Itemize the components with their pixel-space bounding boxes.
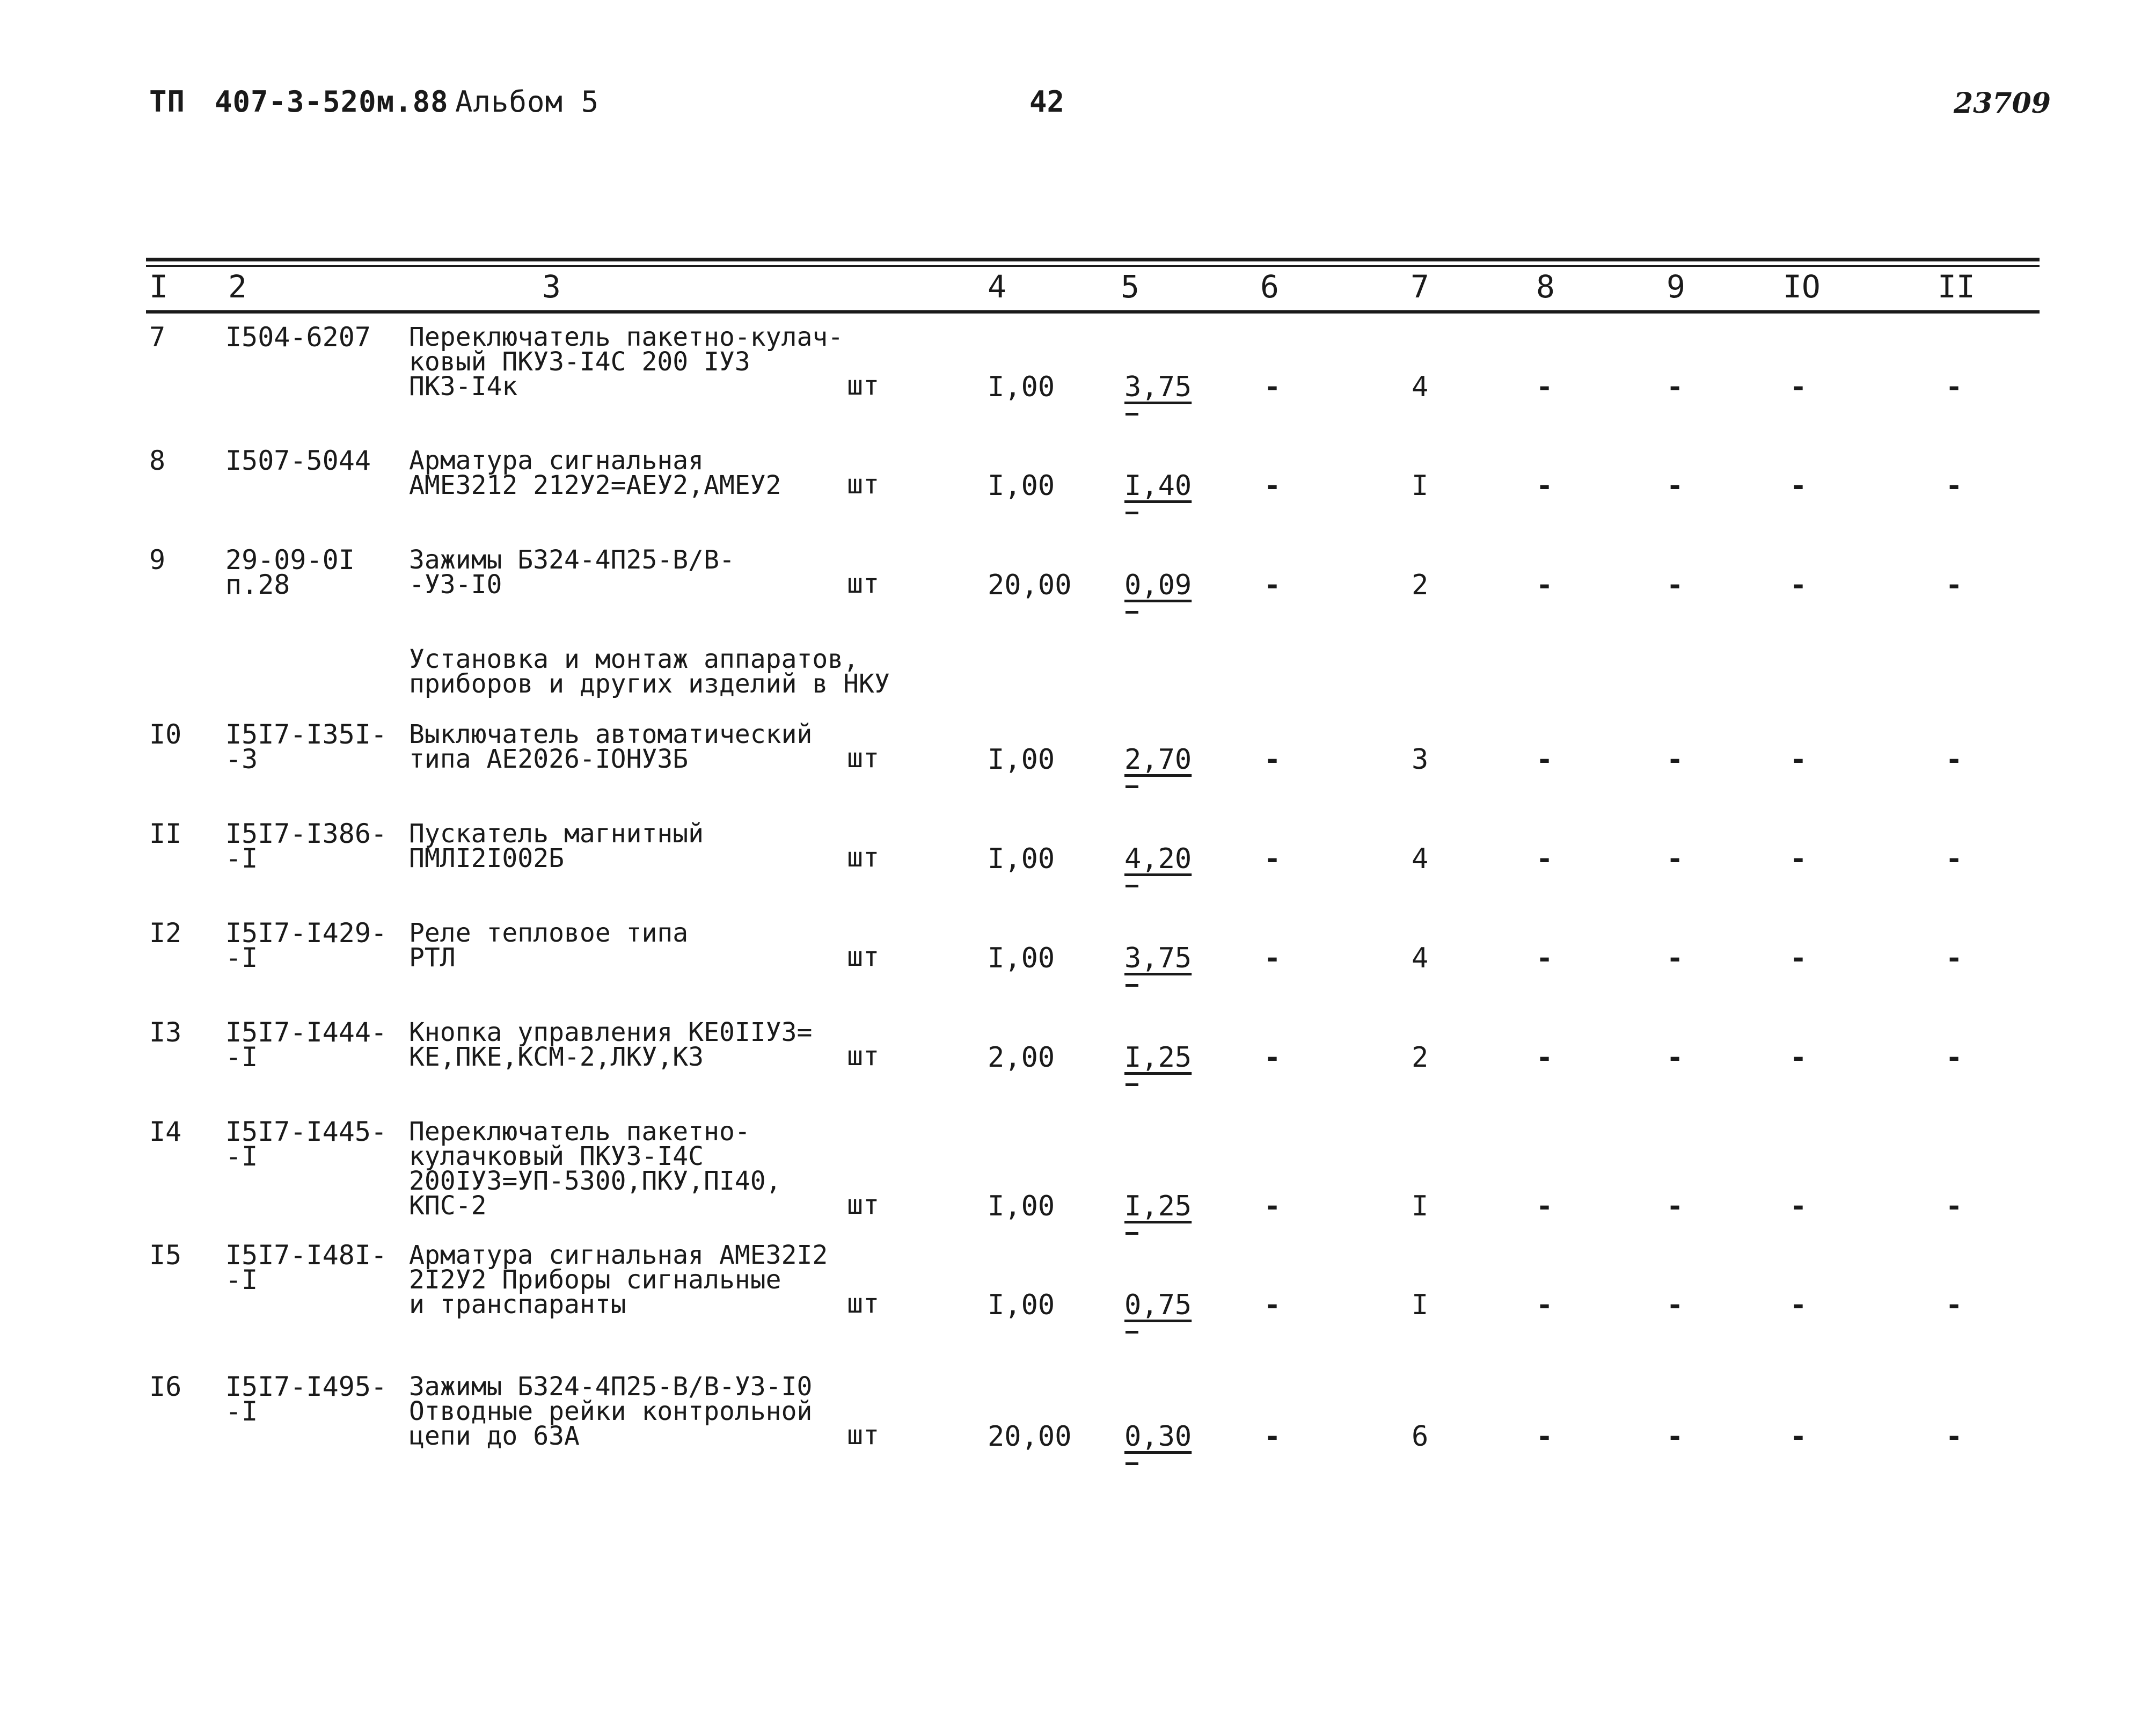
price-underline-mark: [1125, 512, 1138, 514]
column-header-5: 5: [1121, 268, 1139, 305]
col8-cell: -: [1536, 569, 1553, 601]
col11-cell: -: [1946, 1420, 1963, 1453]
item-name-line: Пускатель магнитный: [409, 819, 704, 849]
item-code-line: -I: [225, 1264, 258, 1295]
col11-cell: -: [1946, 1190, 1963, 1222]
item-name-line: Реле тепловое типа: [409, 918, 689, 948]
col7-cell: 6: [1412, 1420, 1429, 1453]
col6-cell: -: [1264, 1190, 1281, 1222]
unit-cell: шт: [847, 1040, 880, 1072]
col8-cell: -: [1536, 1041, 1553, 1074]
item-name-line: Переключатель пакетно-: [409, 1117, 750, 1147]
item-code-line: -3: [225, 744, 258, 775]
item-name-line: Кнопка управления КЕ0IIУЗ=: [409, 1017, 813, 1047]
item-name-line: Выключатель автоматический: [409, 719, 813, 749]
col11-cell: -: [1946, 569, 1963, 601]
unit-cell: шт: [847, 1419, 880, 1451]
col9-cell: -: [1667, 1190, 1684, 1222]
item-name-line: АМЕ3212 212У2=АЕУ2,АМЕУ2: [409, 470, 781, 500]
col11-cell: -: [1946, 1289, 1963, 1321]
item-name-line: цепи до 63А: [409, 1421, 580, 1451]
column-header-11: II: [1938, 268, 1975, 305]
price-underline-mark: [1125, 413, 1138, 416]
item-code-line: -I: [225, 1141, 258, 1172]
col9-cell: -: [1667, 1289, 1684, 1321]
col8-cell: -: [1536, 744, 1553, 776]
table-top-rule: [146, 258, 2040, 261]
col10-cell: -: [1790, 1190, 1807, 1222]
col7-cell: I: [1412, 1289, 1429, 1321]
price-underline-mark: [1125, 1232, 1138, 1235]
item-name-line: ковый ПКУЗ-I4С 200 IУЗ: [409, 347, 750, 377]
item-code-line: 29-09-0I: [225, 544, 355, 575]
col8-cell: -: [1536, 371, 1553, 403]
column-header-4: 4: [988, 268, 1006, 305]
col7-cell: 2: [1412, 569, 1429, 601]
col7-cell: 4: [1412, 843, 1429, 875]
col7-cell: I: [1412, 1190, 1429, 1222]
item-name-line: Арматура сигнальная АМЕ32I2: [409, 1240, 828, 1270]
price-cell: 0,30: [1124, 1420, 1192, 1453]
unit-cell: шт: [847, 568, 880, 599]
price-underline-mark: [1125, 1083, 1138, 1086]
item-name-line: КПС-2: [409, 1191, 487, 1221]
column-header-8: 8: [1536, 268, 1555, 305]
column-header-10: IO: [1783, 268, 1821, 305]
column-header-2: 2: [228, 268, 247, 305]
col6-cell: -: [1264, 371, 1281, 403]
price-cell: 4,20: [1124, 843, 1192, 875]
quantity-cell: I,00: [988, 470, 1055, 502]
quantity-cell: I,00: [988, 371, 1055, 403]
col9-cell: -: [1667, 843, 1684, 875]
unit-cell: шт: [847, 842, 880, 873]
quantity-cell: I,00: [988, 843, 1055, 875]
col10-cell: -: [1790, 1289, 1807, 1321]
col9-cell: -: [1667, 569, 1684, 601]
price-cell: 3,75: [1124, 942, 1192, 974]
item-code-line: I5I7-I444-: [225, 1017, 388, 1048]
item-name-line: Отводные рейки контрольной: [409, 1396, 813, 1426]
item-name-line: кулачковый ПКУЗ-I4С: [409, 1141, 704, 1171]
item-code-line: I507-5044: [225, 445, 371, 476]
col9-cell: -: [1667, 942, 1684, 974]
project-code: 407-3-520м.88: [215, 85, 449, 119]
album-label: Альбом 5: [455, 85, 600, 119]
column-header-9: 9: [1667, 268, 1685, 305]
row-number: 9: [149, 544, 166, 575]
col8-cell: -: [1536, 1190, 1553, 1222]
col10-cell: -: [1790, 744, 1807, 776]
quantity-cell: 2,00: [988, 1041, 1055, 1074]
row-number: 8: [149, 445, 166, 476]
col11-cell: -: [1946, 744, 1963, 776]
item-code-line: I504-6207: [225, 322, 371, 353]
row-number: II: [149, 818, 182, 849]
col6-cell: -: [1264, 1289, 1281, 1321]
quantity-cell: 20,00: [988, 569, 1072, 601]
row-number: I4: [149, 1116, 182, 1147]
col6-cell: -: [1264, 470, 1281, 502]
doc-series: ТП: [149, 85, 186, 119]
col6-cell: -: [1264, 744, 1281, 776]
col6-cell: -: [1264, 843, 1281, 875]
price-underline-mark: [1125, 785, 1138, 788]
quantity-cell: I,00: [988, 744, 1055, 776]
col10-cell: -: [1790, 843, 1807, 875]
col8-cell: -: [1536, 1420, 1553, 1453]
unit-cell: шт: [847, 742, 880, 774]
unit-cell: шт: [847, 370, 880, 401]
column-header-1: I: [149, 268, 168, 305]
col9-cell: -: [1667, 371, 1684, 403]
item-code-line: I5I7-I495-: [225, 1371, 388, 1402]
section-heading-line: Установка и монтаж аппаратов,: [409, 644, 859, 674]
item-code-line: I5I7-I35I-: [225, 719, 388, 750]
quantity-cell: I,00: [988, 1190, 1055, 1222]
row-number: I0: [149, 719, 182, 750]
item-code-line: I5I7-I48I-: [225, 1240, 388, 1271]
table-header-rule: [146, 310, 2040, 314]
col9-cell: -: [1667, 1420, 1684, 1453]
col10-cell: -: [1790, 1420, 1807, 1453]
unit-cell: шт: [847, 941, 880, 972]
unit-cell: шт: [847, 1189, 880, 1220]
col6-cell: -: [1264, 1420, 1281, 1453]
price-underline-mark: [1125, 1462, 1138, 1465]
item-name-line: Зажимы Б324-4П25-В/В-: [409, 545, 735, 575]
unit-cell: шт: [847, 1288, 880, 1319]
item-name-line: Зажимы Б324-4П25-В/В-УЗ-I0: [409, 1372, 813, 1402]
item-name-line: Переключатель пакетно-кулач-: [409, 322, 844, 352]
page-number: 42: [1029, 85, 1065, 119]
price-cell: I,40: [1124, 470, 1192, 502]
item-name-line: КЕ,ПКЕ,КСМ-2,ЛКУ,КЗ: [409, 1042, 704, 1072]
row-number: 7: [149, 322, 166, 353]
col11-cell: -: [1946, 942, 1963, 974]
col9-cell: -: [1667, 470, 1684, 502]
row-number: I5: [149, 1240, 182, 1271]
col8-cell: -: [1536, 1289, 1553, 1321]
col8-cell: -: [1536, 942, 1553, 974]
quantity-cell: I,00: [988, 1289, 1055, 1321]
item-code-line: I5I7-I386-: [225, 818, 388, 849]
price-underline-mark: [1125, 1331, 1138, 1334]
price-underline-mark: [1125, 984, 1138, 987]
column-header-6: 6: [1260, 268, 1279, 305]
item-code-line: -I: [225, 843, 258, 874]
item-name-line: 2I2У2 Приборы сигнальные: [409, 1265, 781, 1295]
col10-cell: -: [1790, 371, 1807, 403]
col11-cell: -: [1946, 843, 1963, 875]
col11-cell: -: [1946, 371, 1963, 403]
column-header-3: 3: [542, 268, 561, 305]
price-cell: 3,75: [1124, 371, 1192, 403]
unit-cell: шт: [847, 469, 880, 500]
col8-cell: -: [1536, 470, 1553, 502]
row-number: I3: [149, 1017, 182, 1048]
col6-cell: -: [1264, 942, 1281, 974]
price-cell: I,25: [1124, 1041, 1192, 1074]
col11-cell: -: [1946, 470, 1963, 502]
item-code-line: -I: [225, 1396, 258, 1427]
item-name-line: 200IУЗ=УП-5300,ПКУ,ПI40,: [409, 1166, 781, 1196]
quantity-cell: 20,00: [988, 1420, 1072, 1453]
col7-cell: 2: [1412, 1041, 1429, 1074]
price-cell: I,25: [1124, 1190, 1192, 1222]
item-code-line: -I: [225, 1041, 258, 1073]
section-heading-line: приборов и других изделий в НКУ: [409, 669, 890, 699]
col9-cell: -: [1667, 744, 1684, 776]
col7-cell: 3: [1412, 744, 1429, 776]
col7-cell: 4: [1412, 371, 1429, 403]
col11-cell: -: [1946, 1041, 1963, 1074]
item-name-line: и транспаранты: [409, 1290, 626, 1320]
price-cell: 2,70: [1124, 744, 1192, 776]
item-code-line: -I: [225, 942, 258, 973]
item-name-line: ПКЗ-I4к: [409, 371, 518, 402]
col6-cell: -: [1264, 1041, 1281, 1074]
item-code-line: I5I7-I429-: [225, 917, 388, 949]
col10-cell: -: [1790, 569, 1807, 601]
table-top-rule-thin: [146, 265, 2040, 267]
column-header-7: 7: [1410, 268, 1429, 305]
col9-cell: -: [1667, 1041, 1684, 1074]
col10-cell: -: [1790, 470, 1807, 502]
item-code-line: п.28: [225, 569, 290, 600]
col6-cell: -: [1264, 569, 1281, 601]
price-underline-mark: [1125, 611, 1138, 614]
item-name-line: -УЗ-I0: [409, 570, 502, 600]
item-name-line: РТЛ: [409, 943, 456, 973]
col10-cell: -: [1790, 1041, 1807, 1074]
price-cell: 0,09: [1124, 569, 1192, 601]
document-number: 23709: [1954, 87, 2051, 120]
col7-cell: 4: [1412, 942, 1429, 974]
price-cell: 0,75: [1124, 1289, 1192, 1321]
row-number: I2: [149, 917, 182, 949]
col7-cell: I: [1412, 470, 1429, 502]
item-name-line: типа АЕ2026-IОНУЗБ: [409, 744, 689, 774]
col8-cell: -: [1536, 843, 1553, 875]
price-underline-mark: [1125, 885, 1138, 887]
item-code-line: I5I7-I445-: [225, 1116, 388, 1147]
item-name-line: Арматура сигнальная: [409, 446, 704, 476]
quantity-cell: I,00: [988, 942, 1055, 974]
col10-cell: -: [1790, 942, 1807, 974]
item-name-line: ПМЛI2I002Б: [409, 843, 564, 873]
row-number: I6: [149, 1371, 182, 1402]
